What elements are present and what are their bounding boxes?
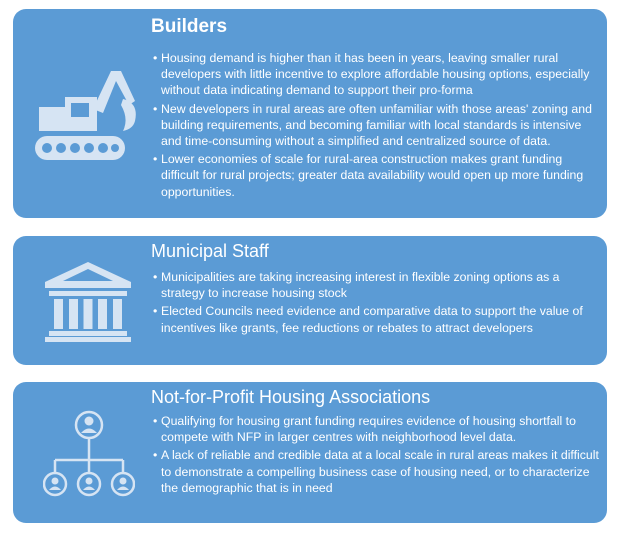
bullet-list <box>151 269 601 338</box>
bullet-item: • Qualifying for housing grant funding requires evidence of housing shortfall to compete with NFP in larger centres with neighborhood level data. <box>151 413 601 445</box>
government-building-icon <box>45 262 131 342</box>
section-title: Builders <box>151 16 228 37</box>
bullet-item: • Lower economies of scale for rural-area construction makes grant funding difficult for rural projects; greater data availability would open up more funding opportunities. <box>151 151 601 200</box>
organization-chart-icon <box>43 410 135 500</box>
section-title: Municipal Staff <box>151 241 269 261</box>
bullet-item: • New developers in rural areas are often unfamiliar with those areas' zoning and building requirements, and becoming familiar with local standards is intensive and time-consuming without a simplified and centralized source of data. <box>151 101 601 150</box>
bullet-list <box>151 50 601 202</box>
bullet-item: • Elected Councils need evidence and comparative data to support the value of incentives like grants, fee reductions or rebates to attract developers <box>151 303 601 335</box>
section-title: Not-for-Profit Housing Associations <box>151 387 431 407</box>
municipal-staff-card <box>13 236 607 365</box>
bullet-item: • Municipalities are taking increasing interest in flexible zoning options as a strategy to increase housing stock <box>151 269 601 301</box>
builders-card <box>13 9 607 218</box>
bullet-item: • Housing demand is higher than it has been in years, leaving smaller rural developers with little incentive to explore affordable housing options, especially without data indicating demand to support their pro-forma <box>151 50 601 99</box>
bullet-list <box>151 413 601 498</box>
bullet-item: • A lack of reliable and credible data at a local scale in rural areas makes it difficult to demonstrate a compelling business case of housing need, or to characterize the demographic that is in need <box>151 447 601 496</box>
excavator-icon <box>35 69 141 169</box>
nfp-housing-card <box>13 382 607 523</box>
